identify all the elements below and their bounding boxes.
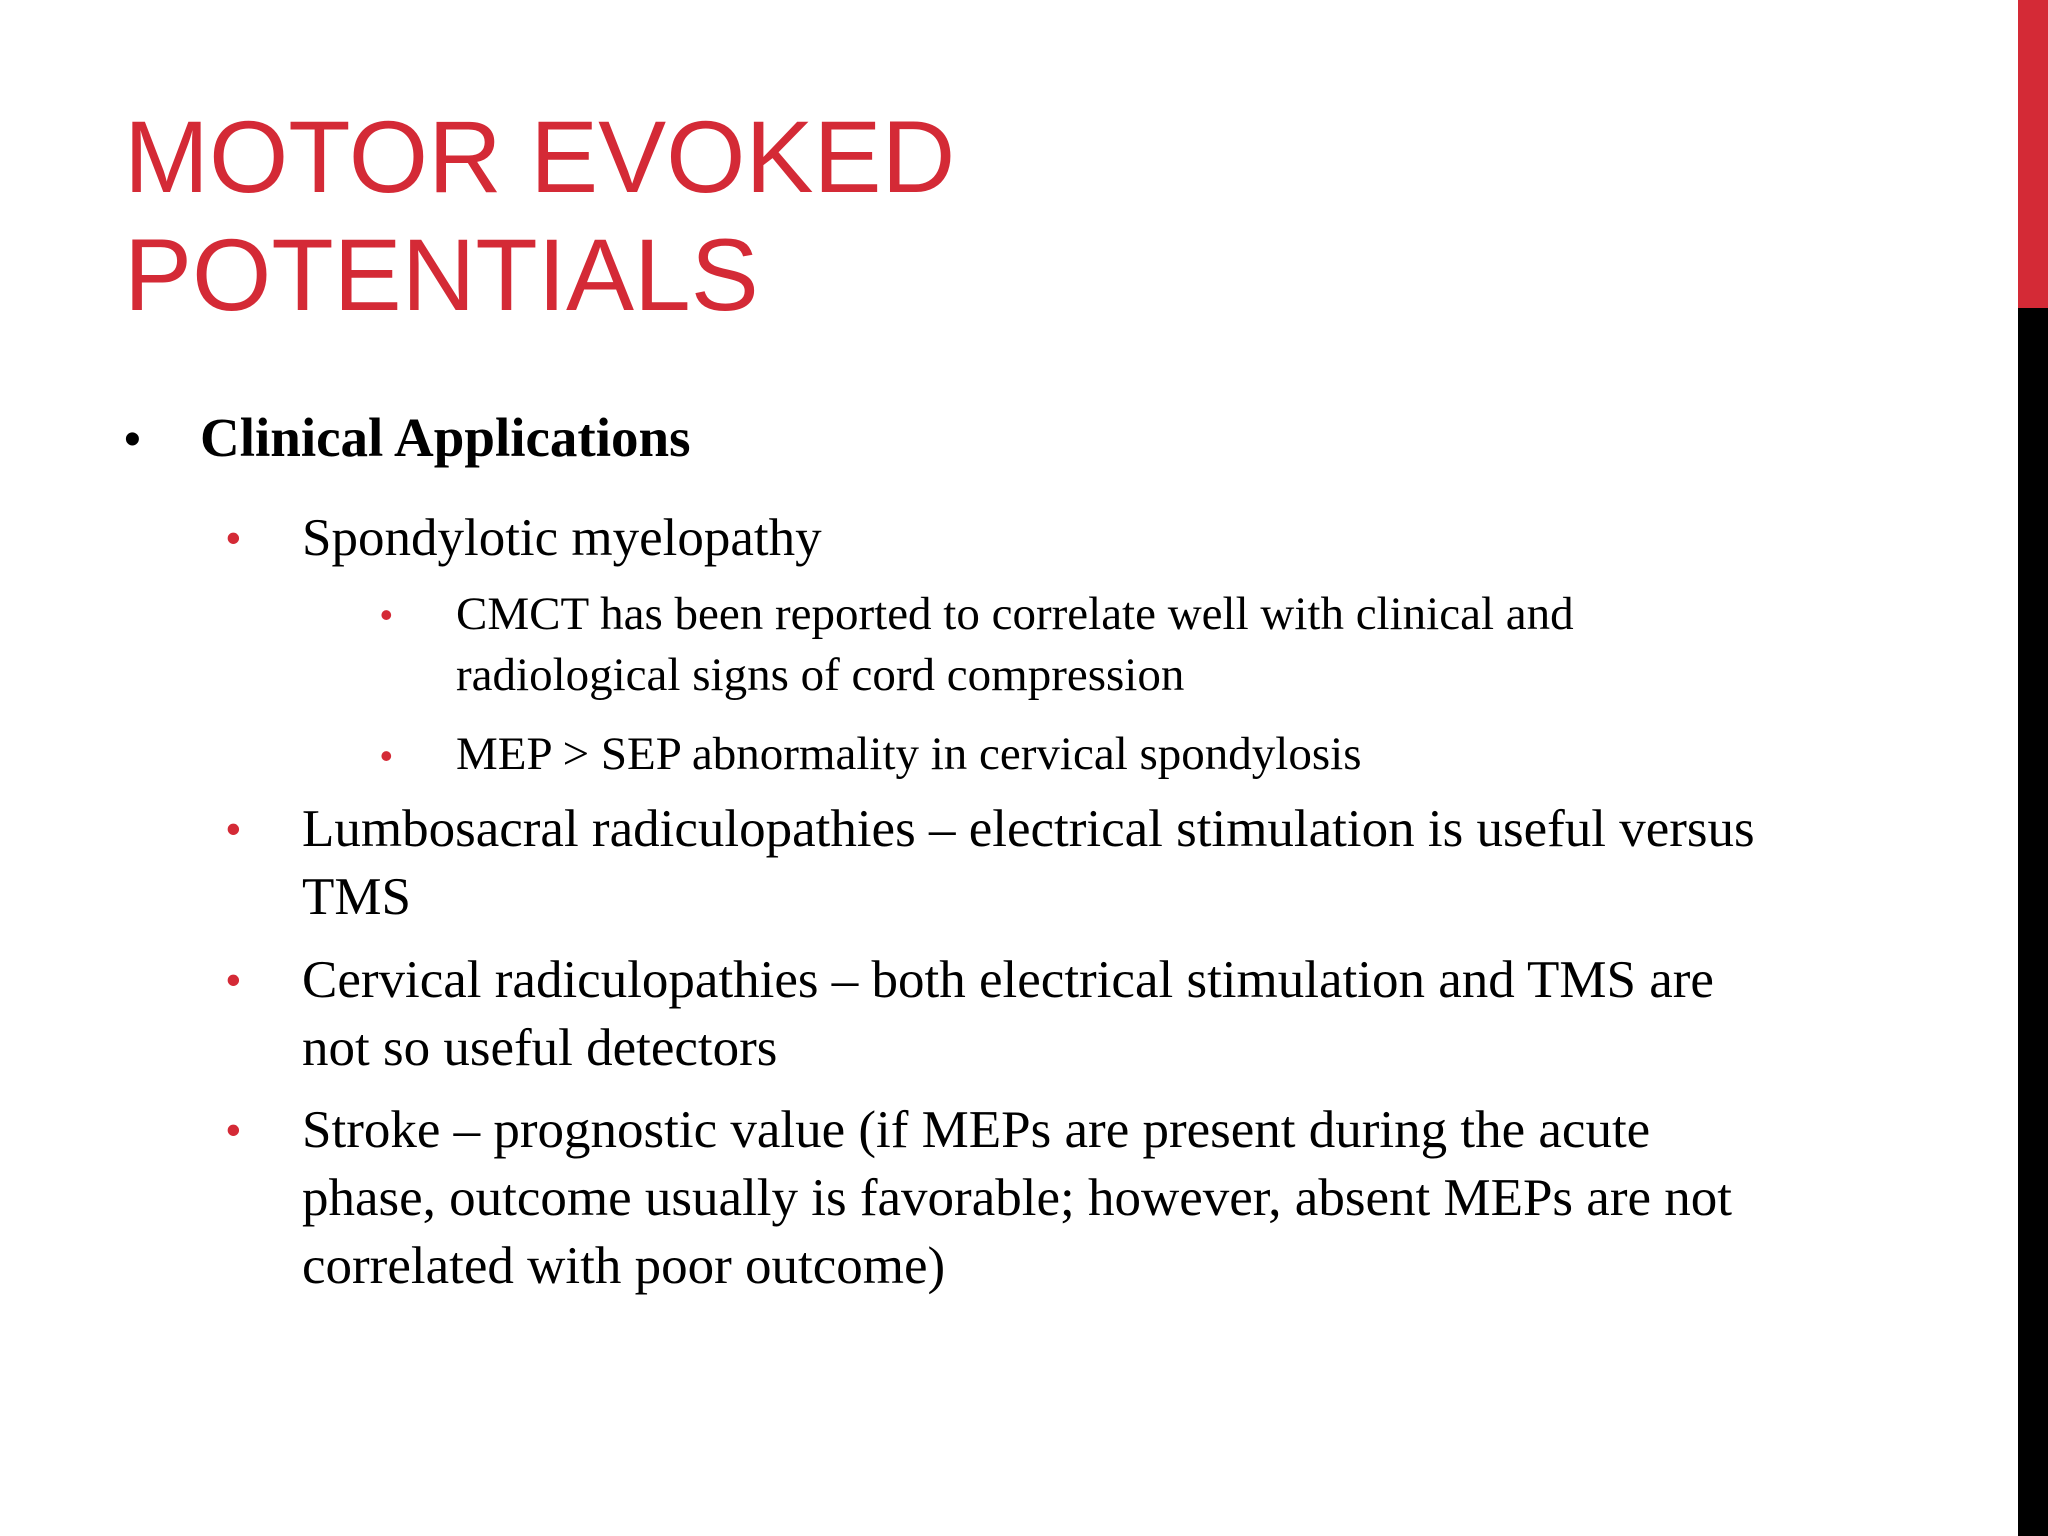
bullet-icon: • [226,514,241,561]
bullet-icon: • [380,594,393,635]
bullet-icon: • [226,1106,241,1153]
bullet-icon: • [124,413,141,466]
bullet-icon: • [380,735,393,776]
section-heading: Clinical Applications [200,407,691,468]
list-item: Spondylotic myelopathy [302,509,822,567]
bullet-icon: • [226,805,241,852]
list-item: Cervical radiculopathies – both electrical stimulation and TMS are not so useful detectors [302,951,1714,1077]
title-line-1: MOTOR EVOKED [124,100,956,214]
side-bar-dark [2018,308,2048,1536]
bullet-icon: • [226,956,241,1003]
sub-list-item: CMCT has been reported to correlate well with clinical and radiological signs of cord compression [456,588,1574,701]
list-item: Lumbosacral radiculopathies – electrical stimulation is useful versus TMS [302,800,1755,926]
title-line-2: POTENTIALS [124,218,759,332]
list-item: Stroke – prognostic value (if MEPs are present during the acute phase, outcome usually is favorable; however, absent MEPs are not correlated with poor outcome) [302,1101,1732,1295]
side-bar-accent [2018,0,2048,308]
sub-list-item: MEP > SEP abnormality in cervical spondylosis [456,728,1362,780]
